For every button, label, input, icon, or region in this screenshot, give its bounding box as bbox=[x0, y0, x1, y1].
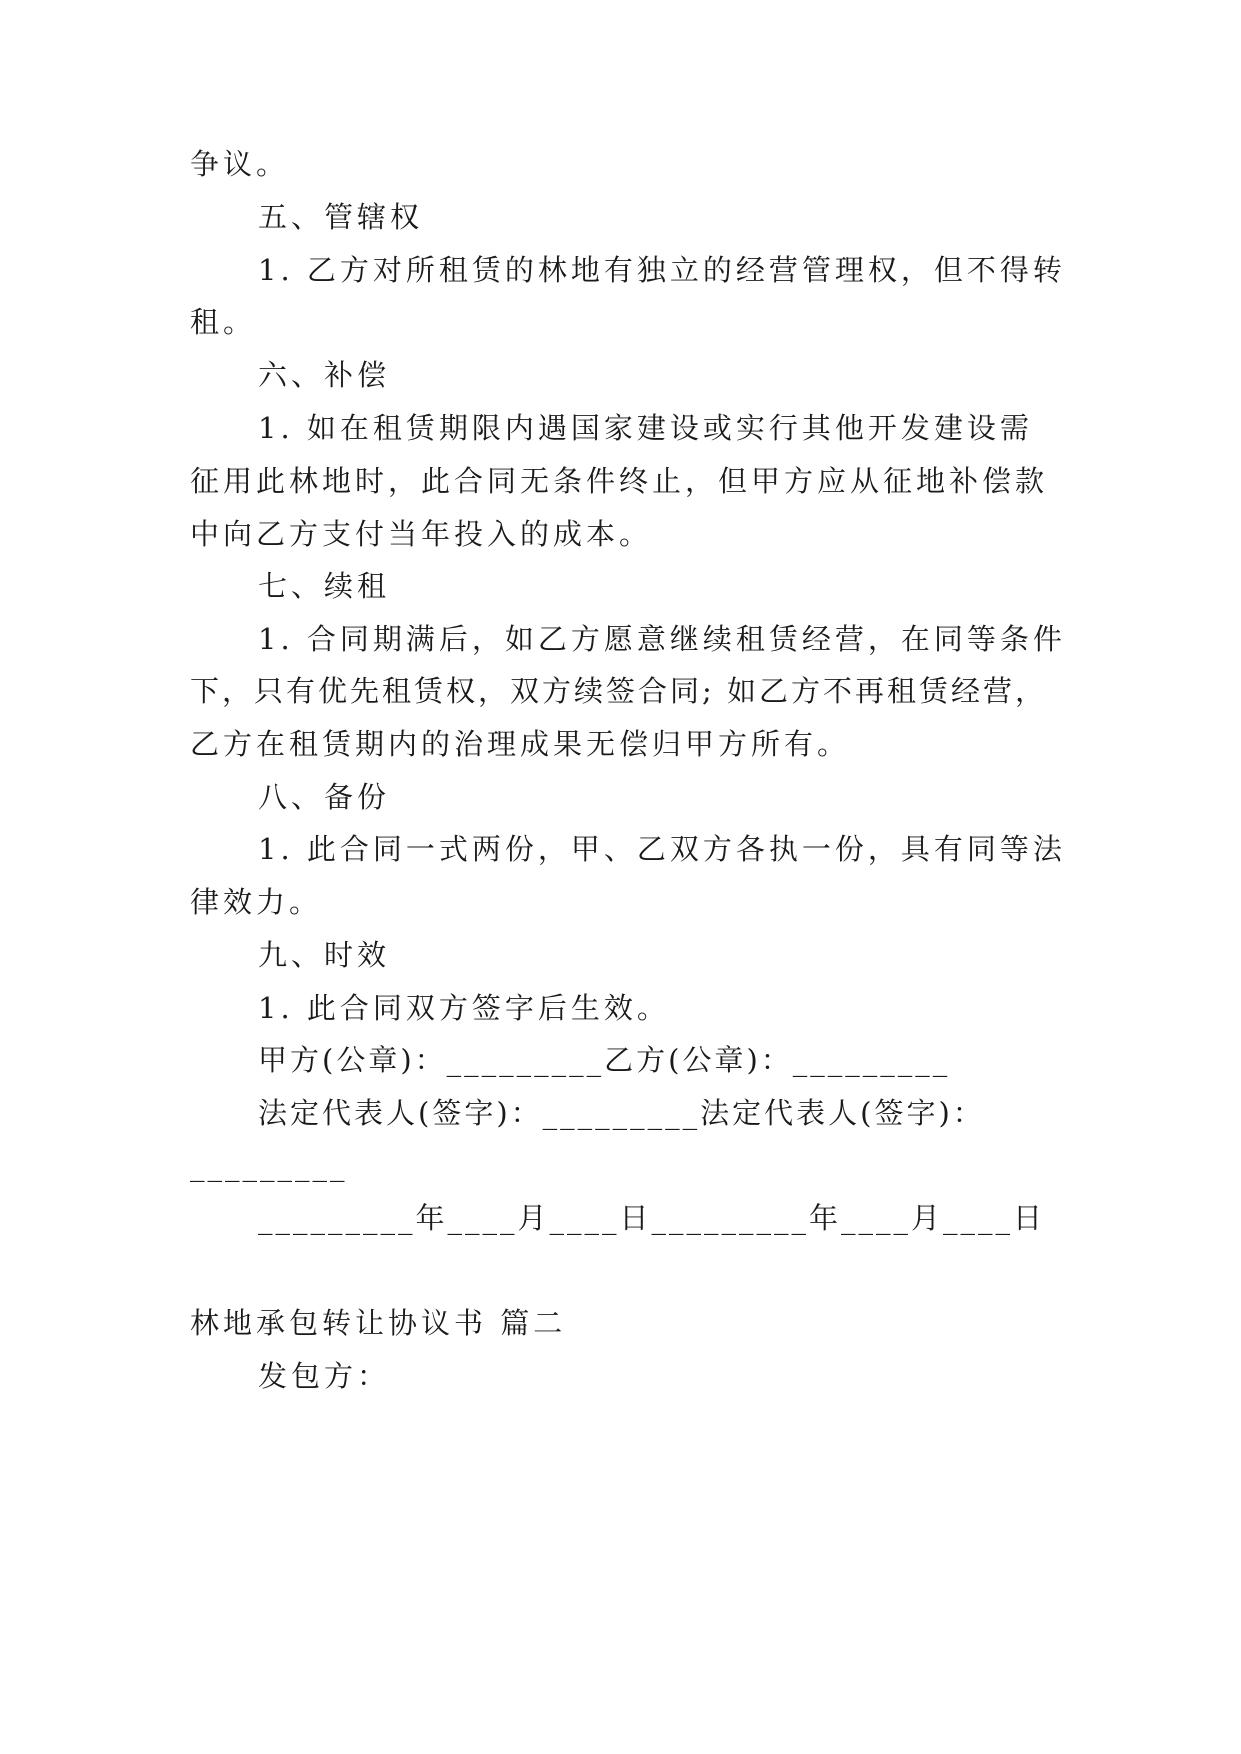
signature-line-seal: 甲方(公章)：_________乙方(公章)：_________ bbox=[258, 1043, 951, 1077]
paragraph-line: 中向乙方支付当年投入的成本。 bbox=[190, 517, 653, 551]
section-heading: 九、时效 bbox=[258, 938, 391, 972]
section-heading: 七、续租 bbox=[258, 569, 391, 603]
signature-line-representative: 法定代表人(签字)：_________法定代表人(签字)： bbox=[258, 1096, 985, 1130]
paragraph-line: 租。 bbox=[190, 305, 257, 339]
paragraph-line: 乙方在租赁期内的治理成果无偿归甲方所有。 bbox=[190, 727, 851, 761]
paragraph-line: 发包方： bbox=[258, 1359, 391, 1393]
paragraph-line: 1. 如在租赁期限内遇国家建设或实行其他开发建设需 bbox=[258, 411, 1033, 445]
paragraph-line: 律效力。 bbox=[190, 885, 323, 919]
paragraph-line: 争议。 bbox=[190, 147, 290, 181]
paragraph-line: 1. 乙方对所租赁的林地有独立的经营管理权，但不得转 bbox=[258, 253, 1066, 287]
paragraph-line: 下，只有优先租赁权，双方续签合同; 如乙方不再租赁经营， bbox=[190, 674, 1047, 708]
paragraph-line: 征用此林地时，此合同无条件终止，但甲方应从征地补偿款 bbox=[190, 464, 1049, 498]
date-line: _________年____月____日_________年____月____日 bbox=[258, 1201, 1046, 1235]
paragraph-line: 1. 此合同双方签字后生效。 bbox=[258, 991, 670, 1025]
section-heading: 五、管辖权 bbox=[258, 200, 424, 234]
paragraph-line: 1. 此合同一式两份，甲、乙双方各执一份，具有同等法 bbox=[258, 832, 1066, 866]
section-heading: 八、备份 bbox=[258, 780, 391, 814]
paragraph-line: 1. 合同期满后，如乙方愿意继续租赁经营，在同等条件 bbox=[258, 622, 1066, 656]
document-title: 林地承包转让协议书 篇二 bbox=[190, 1306, 567, 1340]
section-heading: 六、补偿 bbox=[258, 358, 391, 392]
signature-blank: _________ bbox=[190, 1148, 348, 1182]
